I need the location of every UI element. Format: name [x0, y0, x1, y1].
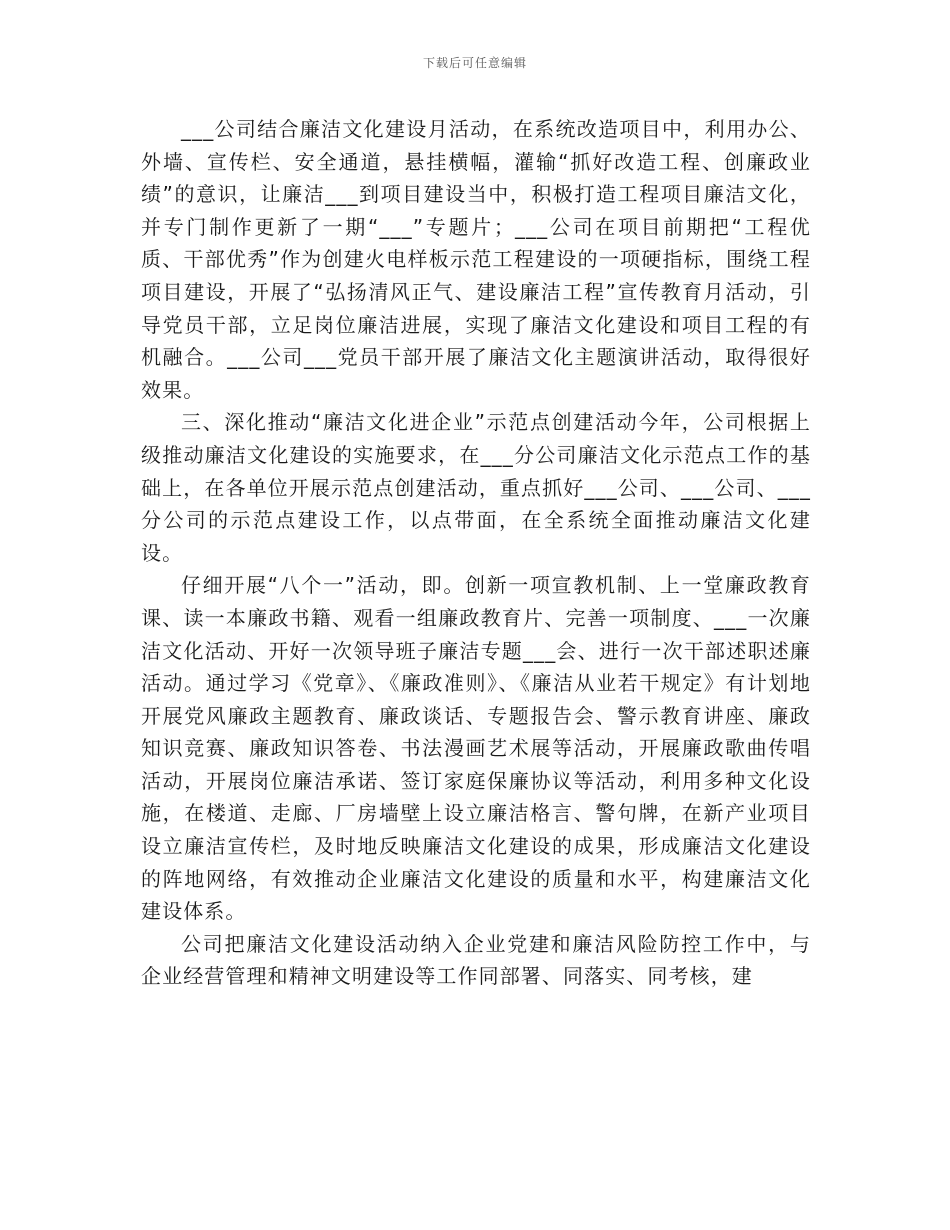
page-header: 下载后可任意编辑	[422, 56, 527, 70]
paragraph: 仔细开展“八个一”活动，即。创新一项宣教机制、上一堂廉政教育课、读一本廉政书籍、观看一组廉政教育片、完善一项制度、___一次廉洁文化活动、开好一次领导班子廉洁专题___会、进行一次干部述职述廉活动。通过学习《党章》、《廉政准则》、《廉洁从业若干规定》有计划地开展党风廉政主题教育、廉政谈话、专题报告会、警示教育讲座、廉政知识竞赛、廉政知识答卷、书法漫画艺术展等活动，开展廉政歌曲传唱活动，开展岗位廉洁承诺、签订家庭保廉协议等活动，利用多种文化设施，在楼道、走廊、厂房墙壁上设立廉洁格言、警句牌，在新产业项目设立廉洁宣传栏，及时地反映廉洁文化建设的成果，形成廉洁文化建设的阵地网络，有效推动企业廉洁文化建设的质量和水平，构建廉洁文化建设体系。	[141, 573, 811, 924]
document-body	[141, 113, 811, 993]
paragraph: ___公司结合廉洁文化建设月活动，在系统改造项目中，利用办公、外墙、宣传栏、安全通道，悬挂横幅，灌输“抓好改造工程、创廉政业绩”的意识，让廉洁___到项目建设当中，积极打造工程项目廉洁文化，并专门制作更新了一期“___”专题片；___公司在项目前期把“工程优质、干部优秀”作为创建火电样板示范工程建设的一项硬指标，围绕工程项目建设，开展了“弘扬清风正气、建设廉洁工程”宣传教育月活动，引导党员干部，立足岗位廉洁进展，实现了廉洁文化建设和项目工程的有机融合。___公司___党员干部开展了廉洁文化主题演讲活动，取得很好效果。	[141, 117, 811, 402]
paragraph: 公司把廉洁文化建设活动纳入企业党建和廉洁风险防控工作中，与企业经营管理和精神文明建设等工作同部署、同落实、同考核，建	[141, 931, 811, 989]
paragraph: 三、深化推动“廉洁文化进企业”示范点创建活动今年，公司根据上级推动廉洁文化建设的实施要求，在___分公司廉洁文化示范点工作的基础上，在各单位开展示范点创建活动，重点抓好___公司、___公司、___分公司的示范点建设工作，以点带面，在全系统全面推动廉洁文化建设。	[141, 410, 811, 565]
